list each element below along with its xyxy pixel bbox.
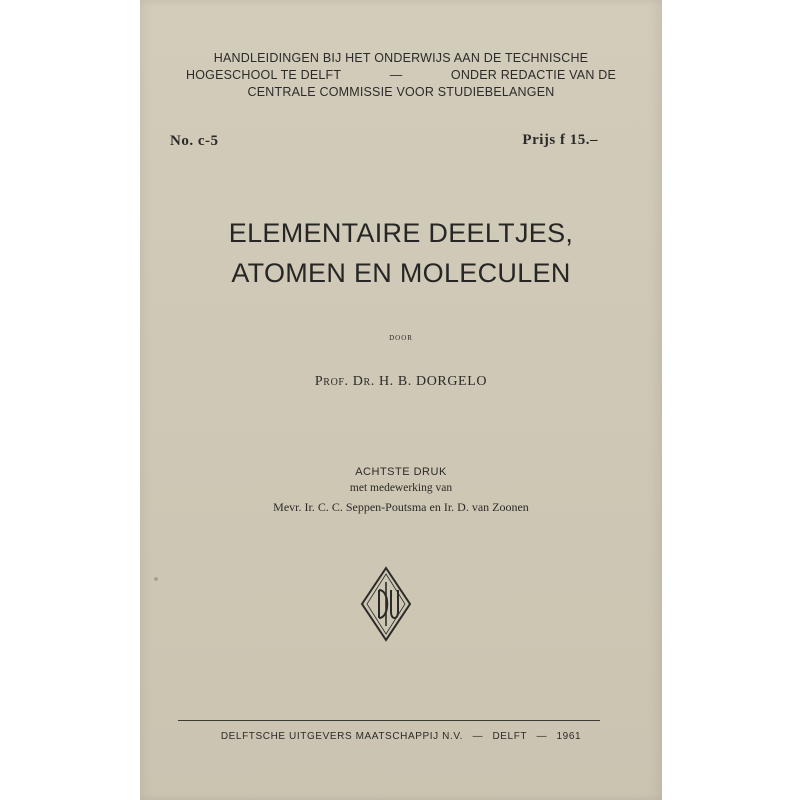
series-number: No. c-5: [170, 133, 219, 149]
publisher-logo-icon: [360, 566, 412, 642]
by-label: door: [389, 332, 413, 343]
publisher-dash-1: —: [472, 731, 484, 742]
pin-hole: [154, 577, 158, 581]
price: Prijs f 15.–: [522, 132, 598, 148]
book-title: [140, 213, 662, 293]
edition: ACHTSTE DRUK: [355, 466, 447, 478]
cooperation-label: met medewerking van: [349, 482, 453, 494]
series-header: [140, 50, 662, 101]
publisher-year: 1961: [556, 731, 582, 742]
title-line-2: ATOMEN EN MOLECULEN: [231, 258, 571, 288]
publisher-dash-2: —: [536, 731, 548, 742]
series-line-2-right: ONDER REDACTIE VAN DE: [450, 68, 616, 82]
book-cover: [140, 0, 662, 800]
publisher-name: DELFTSCHE UITGEVERS MAATSCHAPPIJ N.V.: [220, 731, 464, 742]
contributors: Mevr. Ir. C. C. Seppen-Poutsma en Ir. D. van Zoonen: [273, 500, 529, 514]
footer-rule: [178, 720, 600, 721]
series-line-2-left: HOGESCHOOL TE DELFT: [186, 68, 342, 82]
title-line-1: ELEMENTAIRE DEELTJES,: [228, 218, 574, 248]
series-line-2: [186, 67, 616, 84]
series-line-2-dash: —: [389, 68, 403, 82]
author: Prof. Dr. H. B. DORGELO: [314, 374, 488, 389]
publisher-line: [140, 731, 662, 742]
publisher-city: DELFT: [492, 731, 528, 742]
series-line-1: HANDLEIDINGEN BIJ HET ONDERWIJS AAN DE TECHNISCHE: [213, 51, 589, 65]
series-line-3: CENTRALE COMMISSIE VOOR STUDIEBELANGEN: [247, 85, 555, 99]
